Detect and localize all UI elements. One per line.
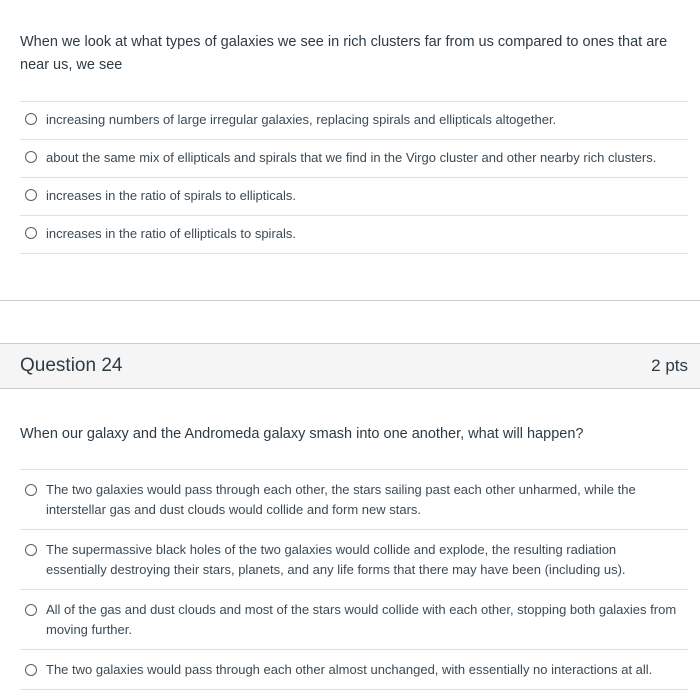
answer-label: increases in the ratio of spirals to ellipticals.	[46, 188, 297, 203]
question-24-answers	[20, 469, 688, 690]
radio-button[interactable]	[25, 151, 37, 163]
radio-button[interactable]	[25, 604, 37, 616]
radio-button[interactable]	[25, 113, 37, 125]
answer-label: The two galaxies would pass through each other almost unchanged, with essentially no interactions at all.	[46, 662, 653, 677]
radio-button[interactable]	[25, 484, 37, 496]
answer-option[interactable]	[20, 650, 688, 690]
answer-option[interactable]	[20, 590, 688, 650]
answer-label: increasing numbers of large irregular galaxies, replacing spirals and ellipticals altogether.	[46, 112, 557, 127]
answer-option[interactable]	[20, 178, 688, 216]
answer-label: increases in the ratio of ellipticals to spirals.	[46, 226, 297, 241]
question-24-text: When our galaxy and the Andromeda galaxy smash into one another, what will happen?	[20, 426, 584, 442]
question-24-header	[0, 343, 700, 389]
answer-option[interactable]	[20, 140, 688, 178]
answer-option[interactable]	[20, 102, 688, 140]
question-points: 2 pts	[651, 356, 688, 375]
answer-option[interactable]	[20, 530, 688, 590]
radio-button[interactable]	[25, 227, 37, 239]
answer-label: All of the gas and dust clouds and most of the stars would collide with each other, stopping both galaxies from moving further.	[46, 602, 677, 637]
answer-label: about the same mix of ellipticals and spirals that we find in the Virgo cluster and other nearby rich clusters.	[46, 150, 657, 165]
answer-option[interactable]	[20, 216, 688, 254]
question-23-body	[0, 0, 700, 301]
answer-label: The two galaxies would pass through each other, the stars sailing past each other unharmed, while the interstellar gas and dust clouds would collide and form new stars.	[46, 482, 636, 517]
answer-label: The supermassive black holes of the two galaxies would collide and explode, the resulting radiation essentially destroying their stars, planets, and any life forms that there may have been (including us).	[46, 542, 626, 577]
question-23-text: When we look at what types of galaxies we see in rich clusters far from us compared to ones that are near us, we see	[20, 34, 668, 73]
question-23-answers	[20, 101, 688, 254]
radio-button[interactable]	[25, 544, 37, 556]
answer-option[interactable]	[20, 470, 688, 530]
question-24-body	[0, 389, 700, 700]
radio-button[interactable]	[25, 189, 37, 201]
question-title: Question 24	[20, 355, 123, 376]
radio-button[interactable]	[25, 664, 37, 676]
